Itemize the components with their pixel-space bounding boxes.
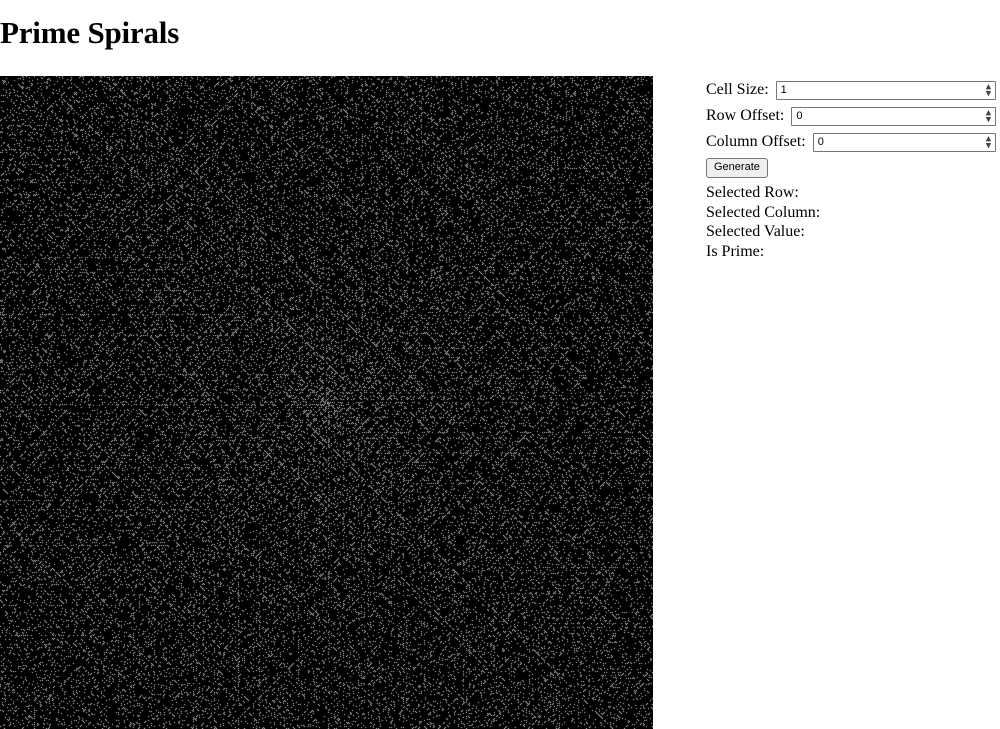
- cell-size-row: [706, 79, 996, 101]
- chevron-updown-icon: ▲ ▼: [985, 82, 992, 97]
- chevron-updown-icon: ▲ ▼: [985, 108, 992, 123]
- column-offset-input[interactable]: [813, 133, 996, 152]
- column-offset-label: Column Offset:: [706, 133, 806, 150]
- generate-row: [706, 157, 996, 178]
- selected-row-readout: Selected Row:: [706, 184, 799, 201]
- controls-panel: [706, 79, 996, 261]
- column-offset-row: [706, 131, 996, 153]
- selected-value-readout: Selected Value:: [706, 223, 805, 241]
- page-title: Prime Spirals: [0, 15, 180, 50]
- row-offset-label: Row Offset:: [706, 107, 785, 124]
- chevron-updown-icon: ▲ ▼: [985, 134, 992, 149]
- row-offset-input[interactable]: [791, 107, 996, 126]
- generate-button[interactable]: Generate: [706, 158, 768, 178]
- row-offset-input-shell: [791, 107, 996, 126]
- column-offset-input-shell: [813, 133, 996, 152]
- is-prime-readout: Is Prime:: [706, 242, 765, 260]
- row-offset-row: [706, 105, 996, 127]
- selected-column-readout: Selected Column:: [706, 203, 821, 221]
- cell-size-input-shell: [776, 81, 996, 100]
- prime-spiral-canvas-container[interactable]: [0, 76, 653, 729]
- cell-size-label: Cell Size:: [706, 81, 769, 98]
- cell-size-input[interactable]: [776, 81, 996, 100]
- prime-spiral-canvas[interactable]: [0, 76, 653, 729]
